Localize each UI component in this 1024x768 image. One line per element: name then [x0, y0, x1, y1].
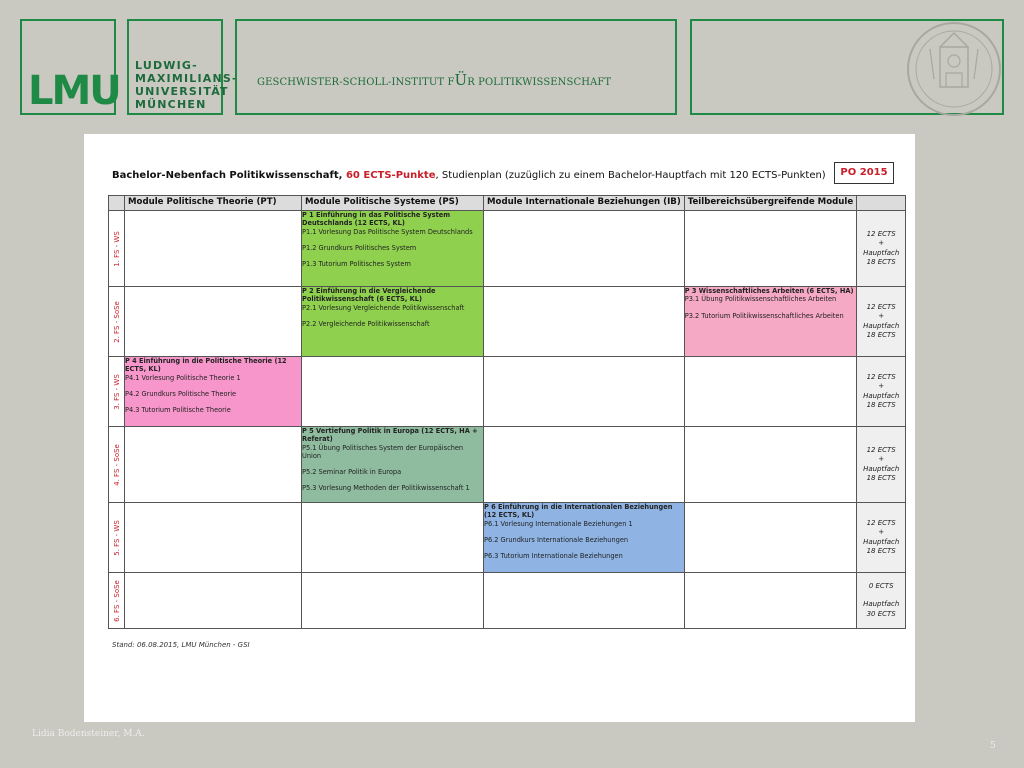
module-p6: P 6 Einführung in die Internationalen Beziehungen (12 ECTS, KL) P6.1 Vorlesung Internationale Beziehungen 1 P6.2 Grundkurs Internationale Beziehungen P6.3 Tutorium Internationale Beziehungen	[484, 503, 685, 573]
empty-cell	[484, 357, 685, 427]
header-bar	[0, 0, 1024, 134]
column-header: Module Politische Theorie (PT)	[125, 196, 302, 211]
semester-cell: 2. FS - SoSe	[109, 287, 125, 357]
semester-cell: 1. FS - WS	[109, 211, 125, 287]
seal-box	[690, 19, 1004, 115]
empty-cell	[684, 503, 856, 573]
empty-cell	[684, 573, 856, 629]
table-row	[109, 427, 906, 503]
empty-cell	[484, 211, 685, 287]
empty-cell	[684, 427, 856, 503]
semester-cell: 3. FS - WS	[109, 357, 125, 427]
footnote: Stand: 06.08.2015, LMU München - GSI	[112, 641, 250, 649]
page-number: 5	[990, 741, 996, 751]
column-header: Module Internationale Beziehungen (IB)	[484, 196, 685, 211]
table-header-row	[109, 196, 906, 211]
module-p4: P 4 Einführung in die Politische Theorie (12 ECTS, KL) P4.1 Vorlesung Politische Theorie 1 P4.2 Grundkurs Politische Theorie P4.3 Tutorium Politische Theorie	[125, 357, 302, 427]
table-row	[109, 503, 906, 573]
author-name: Lidia Bodensteiner, M.A.	[32, 729, 145, 739]
ects-cell: 0 ECTS Hauptfach 30 ECTS	[857, 573, 906, 629]
empty-cell	[484, 287, 685, 357]
corner-cell	[109, 196, 125, 211]
table-row	[109, 357, 906, 427]
ects-cell: 12 ECTS + Hauptfach 18 ECTS	[857, 211, 906, 287]
semester-cell: 6. FS - SoSe	[109, 573, 125, 629]
column-header: Module Politische Systeme (PS)	[302, 196, 484, 211]
semester-cell: 4. FS - SoSe	[109, 427, 125, 503]
empty-cell	[125, 573, 302, 629]
empty-cell	[302, 357, 484, 427]
lmu-logo: LMU	[28, 68, 120, 114]
institute-name: GESCHWISTER-SCHOLL-INSTITUT FÜR POLITIKWISSENSCHAFT	[257, 71, 612, 89]
semester-cell: 5. FS - WS	[109, 503, 125, 573]
ects-cell: 12 ECTS + Hauptfach 18 ECTS	[857, 287, 906, 357]
column-header	[857, 196, 906, 211]
university-seal-icon	[900, 19, 1004, 119]
module-p1: P 1 Einführung in das Politische System Deutschlands (12 ECTS, KL) P1.1 Vorlesung Das Politische System Deutschlands P1.2 Grundkurs Politisches System P1.3 Tutorium Politisches System	[302, 211, 484, 287]
empty-cell	[484, 427, 685, 503]
slide-content	[84, 134, 915, 722]
slide-heading: Bachelor-Nebenfach Politikwissenschaft, 60 ECTS-Punkte, Studienplan (zuzüglich zu einem Bachelor-Hauptfach mit 120 ECTS-Punkten)	[112, 170, 826, 181]
empty-cell	[484, 573, 685, 629]
university-name: LUDWIG- MAXIMILIANS- UNIVERSITÄT MÜNCHEN	[135, 59, 238, 111]
empty-cell	[302, 573, 484, 629]
empty-cell	[684, 357, 856, 427]
logo-box	[20, 19, 120, 115]
module-p3: P 3 Wissenschaftliches Arbeiten (6 ECTS, HA) P3.1 Übung Politikwissenschaftliches Arbeiten P3.2 Tutorium Politikwissenschaftliches Arbeiten	[684, 287, 856, 357]
table-row	[109, 573, 906, 629]
ects-cell: 12 ECTS + Hauptfach 18 ECTS	[857, 357, 906, 427]
empty-cell	[125, 211, 302, 287]
empty-cell	[684, 211, 856, 287]
column-header: Teilbereichsübergreifende Module	[684, 196, 856, 211]
study-plan-table	[108, 195, 906, 629]
empty-cell	[125, 503, 302, 573]
empty-cell	[125, 287, 302, 357]
table-row	[109, 287, 906, 357]
po-badge: PO 2015	[834, 162, 894, 184]
empty-cell	[302, 503, 484, 573]
module-p2: P 2 Einführung in die Vergleichende Politikwissenschaft (6 ECTS, KL) P2.1 Vorlesung Vergleichende Politikwissenschaft P2.2 Vergleichende Politikwissenschaft	[302, 287, 484, 357]
institute-box	[235, 19, 677, 115]
table-row	[109, 211, 906, 287]
module-p5: P 5 Vertiefung Politik in Europa (12 ECTS, HA + Referat) P5.1 Übung Politisches System der Europäischen Union P5.2 Seminar Politik in Europa P5.3 Vorlesung Methoden der Politikwissenschaft 1	[302, 427, 484, 503]
ects-cell: 12 ECTS + Hauptfach 18 ECTS	[857, 503, 906, 573]
university-name-box	[127, 19, 238, 115]
ects-cell: 12 ECTS + Hauptfach 18 ECTS	[857, 427, 906, 503]
empty-cell	[125, 427, 302, 503]
